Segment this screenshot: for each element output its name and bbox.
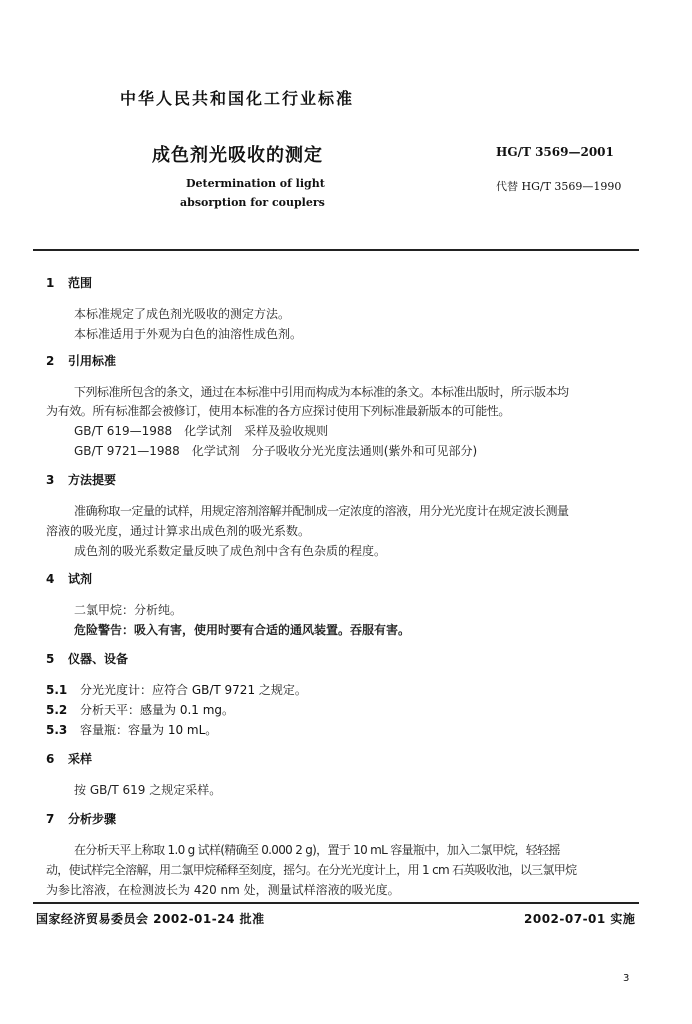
section-number: 5: [46, 652, 55, 666]
standard-number: HG/T 3569—2001: [496, 145, 614, 159]
section-number: 3: [46, 473, 55, 487]
english-title-line-2: absorption for couplers: [180, 196, 325, 209]
section-1-heading: [46, 274, 92, 291]
section-title: 范围: [68, 276, 93, 290]
implementation-date: 2002-07-01 实施: [524, 912, 636, 926]
english-title-line-1: Determination of light: [186, 177, 325, 190]
section-number: 6: [46, 752, 55, 766]
section-6-paragraph-1: 按 GB/T 619 之规定采样。: [74, 783, 222, 797]
section-2-heading: [46, 352, 116, 369]
industry-standard-heading: 中华人民共和国化工行业标准: [120, 89, 355, 108]
section-7-heading: [46, 810, 116, 827]
item-number: 5.3: [46, 723, 68, 737]
item-number: 5.2: [46, 703, 68, 717]
section-1-paragraph-1: 本标准规定了成色剂光吸收的测定方法。: [74, 307, 291, 321]
section-number: 7: [46, 812, 55, 826]
equipment-item: [46, 721, 217, 738]
section-7-line-2: 动，使试样完全溶解，用二氯甲烷稀释至刻度，摇匀。在分光光度计上，用 1 cm 石英吸收池，以三氯甲烷: [46, 863, 577, 877]
header-divider: [33, 249, 639, 251]
section-number: 2: [46, 354, 55, 368]
section-4-heading: [46, 570, 92, 587]
section-2-paragraph-line-1: 下列标准所包含的条文，通过在本标准中引用而构成为本标准的条文。本标准出版时，所示版本均: [74, 385, 569, 399]
item-number: 5.1: [46, 683, 68, 697]
hazard-warning: 危险警告：吸入有害，使用时要有合适的通风装置。吞服有害。: [74, 623, 411, 637]
section-title: 方法提要: [68, 473, 117, 487]
section-title: 分析步骤: [68, 812, 117, 826]
reference-standard-1: GB/T 619—1988 化学试剂 采样及验收规则: [74, 424, 329, 438]
section-title: 试剂: [68, 572, 93, 586]
document-title: 成色剂光吸收的测定: [152, 145, 323, 166]
section-3-paragraph-line-1: 准确称取一定量的试样，用规定溶剂溶解并配制成一定浓度的溶液，用分光光度计在规定波长测量: [74, 504, 569, 518]
section-title: 仪器、设备: [68, 652, 129, 666]
section-7-line-3: 为参比溶液，在检测波长为 420 nm 处，测量试样溶液的吸光度。: [46, 883, 400, 897]
page-number: 3: [623, 973, 630, 984]
section-7-line-1: 在分析天平上称取 1.0 g 试样(精确至 0.000 2 g)，置于 10 mL 容量瓶中，加入二氯甲烷，轻轻摇: [74, 843, 560, 857]
footer-divider: [33, 902, 639, 904]
item-text: 分光光度计：应符合 GB/T 9721 之规定。: [80, 683, 307, 697]
section-number: 4: [46, 572, 55, 586]
approval-line: 国家经济贸易委员会 2002-01-24 批准: [36, 912, 265, 926]
equipment-item: [46, 681, 307, 698]
item-text: 分析天平：感量为 0.1 mg。: [80, 703, 235, 717]
section-6-heading: [46, 750, 92, 767]
section-title: 采样: [68, 752, 93, 766]
section-4-paragraph-1: 二氯甲烷：分析纯。: [74, 603, 183, 617]
item-text: 容量瓶：容量为 10 mL。: [80, 723, 218, 737]
section-3-heading: [46, 471, 116, 488]
section-2-paragraph-line-2: 为有效。所有标准都会被修订，使用本标准的各方应探讨使用下列标准最新版本的可能性。: [46, 404, 511, 418]
section-3-paragraph-line-2: 溶液的吸光度，通过计算求出成色剂的吸光系数。: [46, 524, 311, 538]
section-title: 引用标准: [68, 354, 117, 368]
equipment-item: [46, 701, 234, 718]
section-3-paragraph-2: 成色剂的吸光系数定量反映了成色剂中含有色杂质的程度。: [74, 544, 387, 558]
reference-standard-2: GB/T 9721—1988 化学试剂 分子吸收分光光度法通则(紫外和可见部分): [74, 444, 478, 458]
section-1-paragraph-2: 本标准适用于外观为白色的油溶性成色剂。: [74, 327, 303, 341]
replaces-standard: 代替 HG/T 3569—1990: [496, 180, 622, 193]
section-5-heading: [46, 650, 128, 667]
section-number: 1: [46, 276, 55, 290]
